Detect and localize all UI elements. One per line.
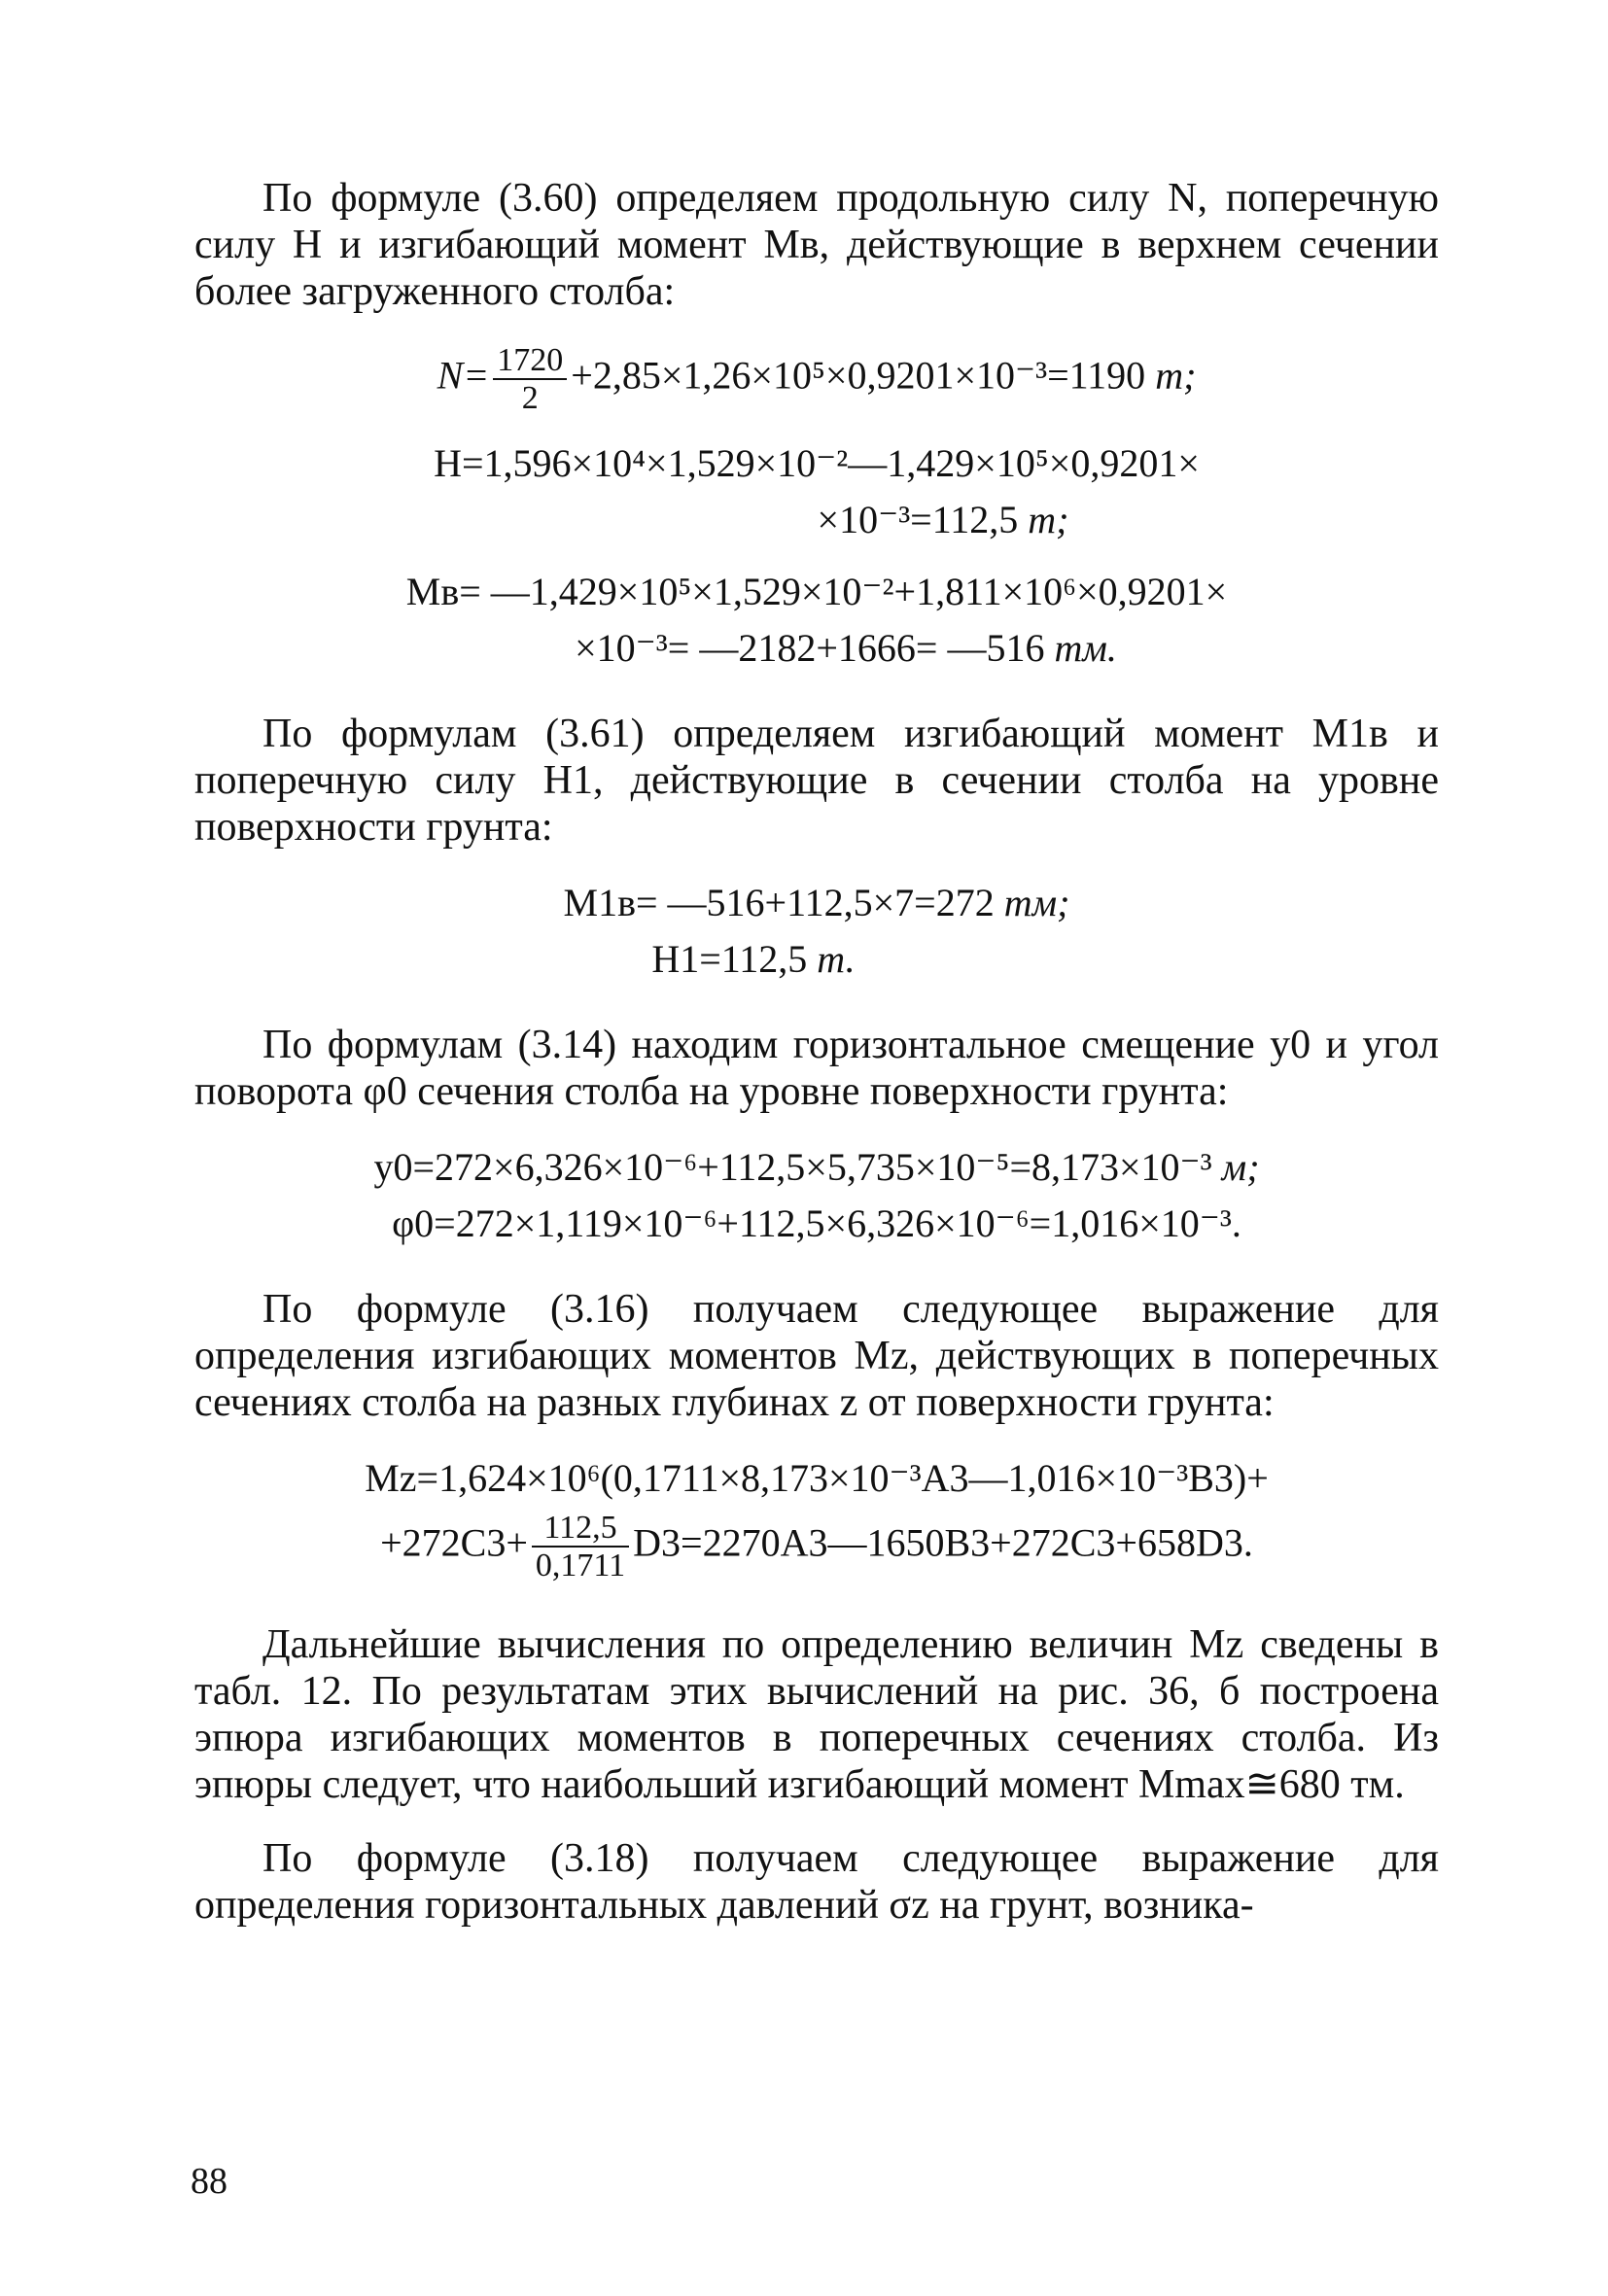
- formula-N-rest: +2,85×1,26×10⁵×0,9201×10⁻³=1190: [571, 353, 1146, 398]
- paragraph-3: По формулам (3.14) находим горизонтальное смещение y0 и угол поворота φ0 сечения столба на уровне поверхности грунта:: [194, 1022, 1439, 1114]
- formula-N: [194, 342, 1439, 417]
- formula-M-line-2: [194, 623, 1439, 674]
- formula-Mz-line-2-end: D3=2270A3—1650B3+272C3+658D3.: [633, 1520, 1253, 1565]
- formula-M-line-2-text: ×10⁻³= —2182+1666= —516: [575, 625, 1045, 670]
- paragraph-1: По формуле (3.60) определяем продольную силу N, поперечную силу H и изгибающий момент Mв, действующие в верхнем сечении более загруженного столба:: [194, 176, 1439, 314]
- formula-group-y0-phi0: [194, 1142, 1439, 1249]
- formula-Mz-line-1-text: Mz=1,624×10⁶(0,1711×8,173×10⁻³A3—1,016×10⁻³B3)+: [365, 1455, 1269, 1500]
- formula-N-denominator: 2: [521, 380, 539, 417]
- formula-M-line-1: [194, 567, 1439, 617]
- formula-y0-text: y0=272×6,326×10⁻⁶+112,5×5,735×10⁻⁵=8,173×10⁻³: [373, 1144, 1212, 1189]
- formula-H-line-2: [194, 495, 1439, 545]
- formula-Mz-fraction: [532, 1510, 629, 1584]
- formula-M-unit: тм.: [1054, 625, 1117, 670]
- formula-y0-unit: м;: [1221, 1144, 1260, 1189]
- formula-H-unit: т;: [1028, 497, 1069, 541]
- formula-y0: [194, 1142, 1439, 1193]
- formula-H1: [194, 934, 1439, 985]
- formula-M1-unit: тм;: [1003, 880, 1070, 924]
- formula-N-unit: т;: [1155, 353, 1197, 398]
- paragraph-6: По формуле (3.18) получаем следующее выражение для определения горизонтальных давлений σz на грунт, возника-: [194, 1835, 1439, 1928]
- formula-N-numerator: 1720: [493, 342, 567, 380]
- page-number: 88: [191, 2161, 227, 2202]
- formula-phi0: [194, 1199, 1439, 1249]
- formula-Mz-denominator: 0,1711: [535, 1548, 626, 1584]
- paragraph-2: По формулам (3.61) определяем изгибающий момент M1в и поперечную силу H1, действующие в сечении столба на уровне поверхности грунта:: [194, 711, 1439, 850]
- formula-H-line-1: [194, 438, 1439, 489]
- formula-Mz-line-2-start: +272C3+: [380, 1520, 528, 1565]
- formula-group-N-H-M: [194, 342, 1439, 674]
- formula-phi0-text: φ0=272×1,119×10⁻⁶+112,5×6,326×10⁻⁶=1,016×10⁻³.: [392, 1200, 1241, 1245]
- formula-M1-text: M1в= —516+112,5×7=272: [563, 880, 995, 924]
- formula-H1-text: H1=112,5: [651, 936, 808, 981]
- formula-Mz-numerator: 112,5: [532, 1510, 629, 1548]
- formula-M1: [194, 878, 1439, 928]
- book-page: [194, 175, 1439, 1956]
- formula-H-line-2-text: ×10⁻³=112,5: [817, 497, 1019, 541]
- formula-Mz-line-2: [194, 1510, 1439, 1584]
- formula-N-fraction: [493, 342, 567, 417]
- paragraph-5: Дальнейшие вычисления по определению величин Mz сведены в табл. 12. По результатам этих вычислений на рис. 36, б построена эпюра изгибающих моментов в поперечных сечениях столба. Из эпюры следует, что наибольший изгибающий момент Mmax≅680 тм.: [194, 1621, 1439, 1807]
- formula-group-M1-H1: [194, 878, 1439, 985]
- formula-H-line-1-text: H=1,596×10⁴×1,529×10⁻²—1,429×10⁵×0,9201×: [434, 440, 1200, 485]
- formula-Mz-line-1: [194, 1453, 1439, 1504]
- paragraph-4: По формуле (3.16) получаем следующее выражение для определения изгибающих моментов Mz, действующих в поперечных сечениях столба на разных глубинах z от поверхности грунта:: [194, 1286, 1439, 1425]
- formula-M-line-1-text: Mв= —1,429×10⁵×1,529×10⁻²+1,811×10⁶×0,9201×: [405, 569, 1228, 613]
- formula-H1-unit: т.: [817, 936, 856, 981]
- formula-N-lhs: N=: [437, 353, 490, 398]
- formula-group-Mz: [194, 1453, 1439, 1584]
